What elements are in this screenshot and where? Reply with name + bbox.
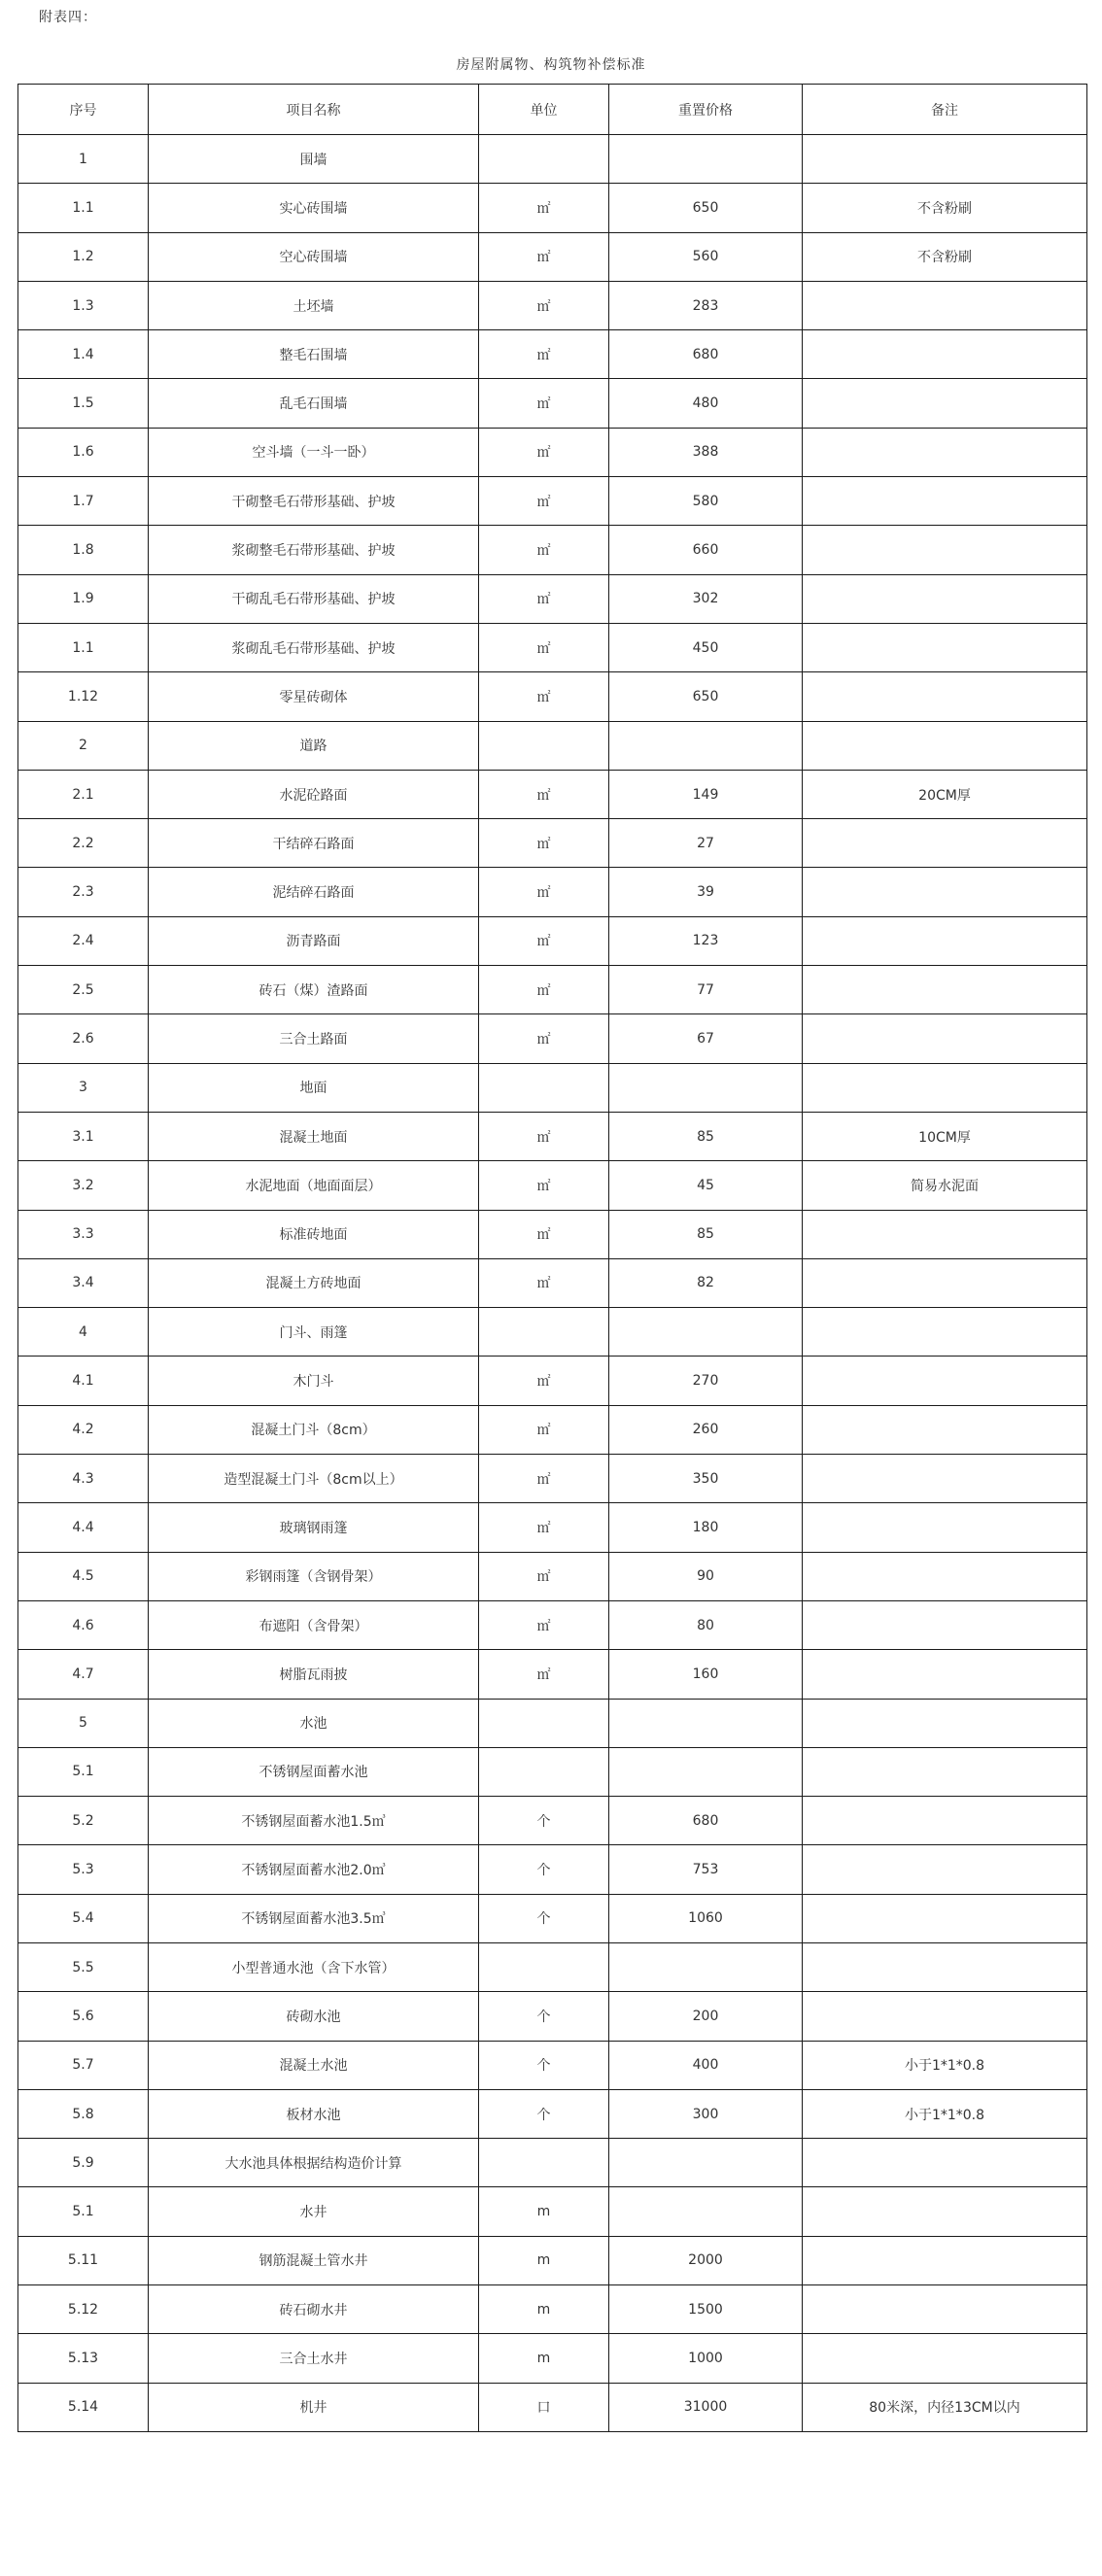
compensation-table — [17, 84, 1087, 2432]
cell-note — [803, 721, 1087, 770]
cell-unit: ㎡ — [479, 1552, 609, 1600]
cell-price — [609, 1942, 803, 1991]
cell-price: 180 — [609, 1503, 803, 1552]
cell-unit: ㎡ — [479, 1112, 609, 1160]
cell-note — [803, 1503, 1087, 1552]
cell-no: 1.7 — [18, 477, 149, 526]
cell-no: 5.14 — [18, 2383, 149, 2431]
cell-name: 布遮阳（含骨架） — [149, 1600, 479, 1649]
cell-price: 200 — [609, 1992, 803, 2041]
cell-name: 水泥砼路面 — [149, 770, 479, 818]
cell-no: 2.6 — [18, 1014, 149, 1063]
cell-name: 空斗墙（一斗一卧） — [149, 428, 479, 476]
cell-no: 3.2 — [18, 1161, 149, 1210]
cell-name: 不锈钢屋面蓄水池2.0㎥ — [149, 1845, 479, 1894]
cell-price: 85 — [609, 1210, 803, 1258]
cell-name: 混凝土门斗（8cm） — [149, 1405, 479, 1454]
cell-price — [609, 135, 803, 184]
cell-name: 钢筋混凝土管水井 — [149, 2236, 479, 2284]
header-name: 项目名称 — [149, 85, 479, 135]
table-row — [18, 2334, 1087, 2383]
cell-unit: ㎡ — [479, 330, 609, 379]
cell-unit — [479, 135, 609, 184]
cell-unit: 个 — [479, 1894, 609, 1942]
cell-name: 乱毛石围墙 — [149, 379, 479, 428]
cell-price — [609, 1308, 803, 1357]
table-row — [18, 2089, 1087, 2138]
cell-name: 整毛石围墙 — [149, 330, 479, 379]
cell-name: 板材水池 — [149, 2089, 479, 2138]
table-row — [18, 672, 1087, 721]
cell-name: 三合土水井 — [149, 2334, 479, 2383]
cell-no: 1.4 — [18, 330, 149, 379]
cell-name: 砖石（煤）渣路面 — [149, 966, 479, 1014]
cell-unit: ㎡ — [479, 623, 609, 671]
cell-note — [803, 966, 1087, 1014]
cell-name: 砖砌水池 — [149, 1992, 479, 2041]
table-row — [18, 623, 1087, 671]
table-row — [18, 1797, 1087, 1845]
table-row — [18, 1258, 1087, 1307]
cell-unit: 个 — [479, 1845, 609, 1894]
header-price: 重置价格 — [609, 85, 803, 135]
cell-no: 1.1 — [18, 623, 149, 671]
cell-note — [803, 1552, 1087, 1600]
cell-no: 5.9 — [18, 2139, 149, 2187]
cell-name: 木门斗 — [149, 1357, 479, 1405]
cell-unit: m — [479, 2236, 609, 2284]
cell-note — [803, 1600, 1087, 1649]
cell-name: 门斗、雨篷 — [149, 1308, 479, 1357]
cell-no: 2.5 — [18, 966, 149, 1014]
cell-no: 5.1 — [18, 2187, 149, 2236]
cell-unit: ㎡ — [479, 1258, 609, 1307]
table-row — [18, 135, 1087, 184]
cell-no: 3.4 — [18, 1258, 149, 1307]
cell-price: 680 — [609, 330, 803, 379]
cell-note — [803, 1797, 1087, 1845]
table-row — [18, 184, 1087, 232]
cell-no: 5.12 — [18, 2285, 149, 2334]
cell-unit — [479, 1308, 609, 1357]
cell-note — [803, 2334, 1087, 2383]
cell-unit: 个 — [479, 1992, 609, 2041]
cell-name: 沥青路面 — [149, 916, 479, 965]
cell-price: 400 — [609, 2041, 803, 2089]
cell-unit: ㎡ — [479, 672, 609, 721]
cell-note — [803, 623, 1087, 671]
table-row — [18, 1845, 1087, 1894]
cell-note: 10CM厚 — [803, 1112, 1087, 1160]
cell-unit — [479, 1699, 609, 1747]
cell-note — [803, 1845, 1087, 1894]
table-body — [18, 135, 1087, 2432]
header-no: 序号 — [18, 85, 149, 135]
cell-note — [803, 2285, 1087, 2334]
cell-note — [803, 1455, 1087, 1503]
cell-note — [803, 1650, 1087, 1699]
table-row — [18, 2187, 1087, 2236]
cell-price — [609, 1063, 803, 1112]
cell-price: 67 — [609, 1014, 803, 1063]
cell-no: 1.8 — [18, 526, 149, 574]
cell-unit: ㎡ — [479, 1210, 609, 1258]
cell-unit: ㎡ — [479, 232, 609, 281]
table-row — [18, 1357, 1087, 1405]
cell-unit: ㎡ — [479, 1014, 609, 1063]
cell-name: 浆砌乱毛石带形基础、护坡 — [149, 623, 479, 671]
cell-unit: m — [479, 2187, 609, 2236]
cell-unit: ㎡ — [479, 1650, 609, 1699]
cell-price: 85 — [609, 1112, 803, 1160]
table-row — [18, 1503, 1087, 1552]
cell-no: 1 — [18, 135, 149, 184]
table-row — [18, 574, 1087, 623]
table-row — [18, 1308, 1087, 1357]
cell-note — [803, 1894, 1087, 1942]
cell-unit: ㎡ — [479, 1455, 609, 1503]
cell-name: 标准砖地面 — [149, 1210, 479, 1258]
cell-no: 5.4 — [18, 1894, 149, 1942]
cell-price — [609, 2187, 803, 2236]
cell-unit — [479, 2139, 609, 2187]
table-row — [18, 1063, 1087, 1112]
cell-unit: 个 — [479, 1797, 609, 1845]
cell-price: 77 — [609, 966, 803, 1014]
cell-note — [803, 1942, 1087, 1991]
table-row — [18, 2285, 1087, 2334]
cell-no: 2.1 — [18, 770, 149, 818]
cell-note — [803, 2236, 1087, 2284]
cell-name: 空心砖围墙 — [149, 232, 479, 281]
table-row — [18, 2139, 1087, 2187]
cell-unit: ㎡ — [479, 966, 609, 1014]
cell-unit: 个 — [479, 2089, 609, 2138]
cell-note — [803, 428, 1087, 476]
cell-price: 82 — [609, 1258, 803, 1307]
table-title: 房屋附属物、构筑物补偿标准 — [456, 57, 646, 73]
cell-price: 650 — [609, 184, 803, 232]
table-row — [18, 526, 1087, 574]
table-row — [18, 1942, 1087, 1991]
cell-note: 不含粉刷 — [803, 232, 1087, 281]
cell-no: 5.6 — [18, 1992, 149, 2041]
cell-name: 机井 — [149, 2383, 479, 2431]
cell-price: 270 — [609, 1357, 803, 1405]
header-row — [18, 85, 1087, 135]
cell-name: 砖石砌水井 — [149, 2285, 479, 2334]
cell-price: 283 — [609, 281, 803, 329]
table-row — [18, 721, 1087, 770]
cell-no: 1.5 — [18, 379, 149, 428]
cell-name: 地面 — [149, 1063, 479, 1112]
cell-name: 玻璃钢雨篷 — [149, 1503, 479, 1552]
table-row — [18, 1894, 1087, 1942]
cell-name: 树脂瓦雨披 — [149, 1650, 479, 1699]
cell-unit: ㎡ — [479, 1503, 609, 1552]
cell-no: 3.3 — [18, 1210, 149, 1258]
table-row — [18, 770, 1087, 818]
cell-price: 45 — [609, 1161, 803, 1210]
cell-name: 实心砖围墙 — [149, 184, 479, 232]
table-row — [18, 1552, 1087, 1600]
cell-no: 4.5 — [18, 1552, 149, 1600]
cell-note — [803, 916, 1087, 965]
cell-unit: ㎡ — [479, 184, 609, 232]
cell-price: 2000 — [609, 2236, 803, 2284]
cell-name: 围墙 — [149, 135, 479, 184]
cell-unit: ㎡ — [479, 1405, 609, 1454]
cell-name: 道路 — [149, 721, 479, 770]
cell-price — [609, 2139, 803, 2187]
cell-unit: ㎡ — [479, 477, 609, 526]
table-row — [18, 428, 1087, 476]
cell-unit: ㎡ — [479, 526, 609, 574]
cell-price: 350 — [609, 1455, 803, 1503]
table-row — [18, 1455, 1087, 1503]
cell-note — [803, 2187, 1087, 2236]
cell-note — [803, 1210, 1087, 1258]
header-note: 备注 — [803, 85, 1087, 135]
cell-note — [803, 281, 1087, 329]
table-row — [18, 477, 1087, 526]
cell-note — [803, 672, 1087, 721]
cell-no: 1.9 — [18, 574, 149, 623]
cell-no: 5.13 — [18, 2334, 149, 2383]
cell-no: 4.2 — [18, 1405, 149, 1454]
cell-no: 4.3 — [18, 1455, 149, 1503]
cell-unit: ㎡ — [479, 281, 609, 329]
cell-note — [803, 868, 1087, 916]
table-row — [18, 868, 1087, 916]
cell-name: 水池 — [149, 1699, 479, 1747]
cell-note — [803, 1992, 1087, 2041]
table-row — [18, 2383, 1087, 2431]
table-row — [18, 1161, 1087, 1210]
cell-price: 753 — [609, 1845, 803, 1894]
cell-no: 4 — [18, 1308, 149, 1357]
cell-price — [609, 721, 803, 770]
cell-no: 2.3 — [18, 868, 149, 916]
cell-price: 480 — [609, 379, 803, 428]
cell-unit: ㎡ — [479, 574, 609, 623]
table-row — [18, 330, 1087, 379]
cell-price: 660 — [609, 526, 803, 574]
cell-note: 20CM厚 — [803, 770, 1087, 818]
table-row — [18, 379, 1087, 428]
cell-name: 零星砖砌体 — [149, 672, 479, 721]
cell-note — [803, 1063, 1087, 1112]
cell-no: 2.2 — [18, 819, 149, 868]
cell-note: 80米深，内径13CM以内 — [803, 2383, 1087, 2431]
cell-note — [803, 379, 1087, 428]
table-row — [18, 2236, 1087, 2284]
cell-note — [803, 574, 1087, 623]
cell-no: 2 — [18, 721, 149, 770]
cell-no: 1.3 — [18, 281, 149, 329]
cell-note — [803, 819, 1087, 868]
cell-note — [803, 1699, 1087, 1747]
cell-note — [803, 1258, 1087, 1307]
cell-no: 4.1 — [18, 1357, 149, 1405]
table-row — [18, 1405, 1087, 1454]
cell-name: 小型普通水池（含下水管） — [149, 1942, 479, 1991]
cell-no: 5.11 — [18, 2236, 149, 2284]
cell-price: 1500 — [609, 2285, 803, 2334]
cell-price: 123 — [609, 916, 803, 965]
cell-price: 39 — [609, 868, 803, 916]
table-row — [18, 966, 1087, 1014]
cell-price: 80 — [609, 1600, 803, 1649]
table-row — [18, 1210, 1087, 1258]
cell-price: 149 — [609, 770, 803, 818]
cell-unit: 口 — [479, 2383, 609, 2431]
cell-no: 4.6 — [18, 1600, 149, 1649]
cell-unit: ㎡ — [479, 916, 609, 965]
cell-unit — [479, 1063, 609, 1112]
cell-no: 5.8 — [18, 2089, 149, 2138]
cell-note — [803, 1357, 1087, 1405]
cell-no: 5.3 — [18, 1845, 149, 1894]
cell-name: 浆砌整毛石带形基础、护坡 — [149, 526, 479, 574]
cell-unit — [479, 1747, 609, 1796]
cell-name: 造型混凝土门斗（8cm以上） — [149, 1455, 479, 1503]
cell-no: 4.4 — [18, 1503, 149, 1552]
cell-price — [609, 1699, 803, 1747]
table-row — [18, 916, 1087, 965]
table-row — [18, 1600, 1087, 1649]
cell-unit: 个 — [479, 2041, 609, 2089]
table-row — [18, 1014, 1087, 1063]
cell-unit: ㎡ — [479, 770, 609, 818]
cell-unit: ㎡ — [479, 428, 609, 476]
cell-unit: m — [479, 2334, 609, 2383]
cell-no: 5.1 — [18, 1747, 149, 1796]
cell-unit — [479, 1942, 609, 1991]
cell-name: 不锈钢屋面蓄水池3.5㎥ — [149, 1894, 479, 1942]
cell-no: 1.1 — [18, 184, 149, 232]
cell-name: 干砌乱毛石带形基础、护坡 — [149, 574, 479, 623]
cell-price: 560 — [609, 232, 803, 281]
cell-note — [803, 1405, 1087, 1454]
cell-price: 680 — [609, 1797, 803, 1845]
cell-price — [609, 1747, 803, 1796]
table-row — [18, 819, 1087, 868]
cell-note — [803, 1747, 1087, 1796]
cell-name: 土坯墙 — [149, 281, 479, 329]
cell-price: 90 — [609, 1552, 803, 1600]
cell-no: 5 — [18, 1699, 149, 1747]
cell-name: 大水池具体根据结构造价计算 — [149, 2139, 479, 2187]
cell-price: 1060 — [609, 1894, 803, 1942]
cell-note — [803, 330, 1087, 379]
cell-unit: ㎡ — [479, 1600, 609, 1649]
cell-name: 水泥地面（地面面层） — [149, 1161, 479, 1210]
cell-name: 混凝土地面 — [149, 1112, 479, 1160]
cell-unit: ㎡ — [479, 819, 609, 868]
header-unit: 单位 — [479, 85, 609, 135]
cell-note: 简易水泥面 — [803, 1161, 1087, 1210]
cell-price: 27 — [609, 819, 803, 868]
cell-note — [803, 526, 1087, 574]
table-row — [18, 281, 1087, 329]
cell-price: 580 — [609, 477, 803, 526]
cell-no: 5.7 — [18, 2041, 149, 2089]
cell-price: 650 — [609, 672, 803, 721]
cell-note — [803, 2139, 1087, 2187]
cell-price: 260 — [609, 1405, 803, 1454]
cell-no: 3 — [18, 1063, 149, 1112]
cell-note — [803, 135, 1087, 184]
cell-price: 302 — [609, 574, 803, 623]
cell-name: 彩钢雨篷（含钢骨架） — [149, 1552, 479, 1600]
cell-note: 小于1*1*0.8 — [803, 2089, 1087, 2138]
cell-price: 160 — [609, 1650, 803, 1699]
cell-unit: ㎡ — [479, 1357, 609, 1405]
cell-unit: ㎡ — [479, 379, 609, 428]
cell-unit: ㎡ — [479, 868, 609, 916]
cell-unit: m — [479, 2285, 609, 2334]
cell-price: 1000 — [609, 2334, 803, 2383]
cell-note: 小于1*1*0.8 — [803, 2041, 1087, 2089]
cell-price: 300 — [609, 2089, 803, 2138]
table-row — [18, 1747, 1087, 1796]
table-row — [18, 1992, 1087, 2041]
cell-price: 31000 — [609, 2383, 803, 2431]
cell-note — [803, 1014, 1087, 1063]
table-row — [18, 1112, 1087, 1160]
table-header — [18, 85, 1087, 135]
table-row — [18, 2041, 1087, 2089]
cell-name: 泥结碎石路面 — [149, 868, 479, 916]
cell-name: 三合土路面 — [149, 1014, 479, 1063]
cell-unit — [479, 721, 609, 770]
annex-label: 附表四： — [39, 10, 97, 25]
cell-name: 不锈钢屋面蓄水池1.5㎥ — [149, 1797, 479, 1845]
cell-no: 4.7 — [18, 1650, 149, 1699]
cell-name: 不锈钢屋面蓄水池 — [149, 1747, 479, 1796]
cell-no: 5.5 — [18, 1942, 149, 1991]
cell-name: 水井 — [149, 2187, 479, 2236]
cell-note: 不含粉刷 — [803, 184, 1087, 232]
cell-name: 混凝土水池 — [149, 2041, 479, 2089]
table-row — [18, 1650, 1087, 1699]
table-row — [18, 232, 1087, 281]
cell-no: 5.2 — [18, 1797, 149, 1845]
cell-price: 450 — [609, 623, 803, 671]
cell-name: 混凝土方砖地面 — [149, 1258, 479, 1307]
table-row — [18, 1699, 1087, 1747]
cell-no: 3.1 — [18, 1112, 149, 1160]
cell-price: 388 — [609, 428, 803, 476]
cell-name: 干砌整毛石带形基础、护坡 — [149, 477, 479, 526]
cell-note — [803, 1308, 1087, 1357]
cell-unit: ㎡ — [479, 1161, 609, 1210]
cell-no: 1.2 — [18, 232, 149, 281]
cell-no: 1.6 — [18, 428, 149, 476]
cell-no: 1.12 — [18, 672, 149, 721]
cell-name: 干结碎石路面 — [149, 819, 479, 868]
cell-note — [803, 477, 1087, 526]
cell-no: 2.4 — [18, 916, 149, 965]
